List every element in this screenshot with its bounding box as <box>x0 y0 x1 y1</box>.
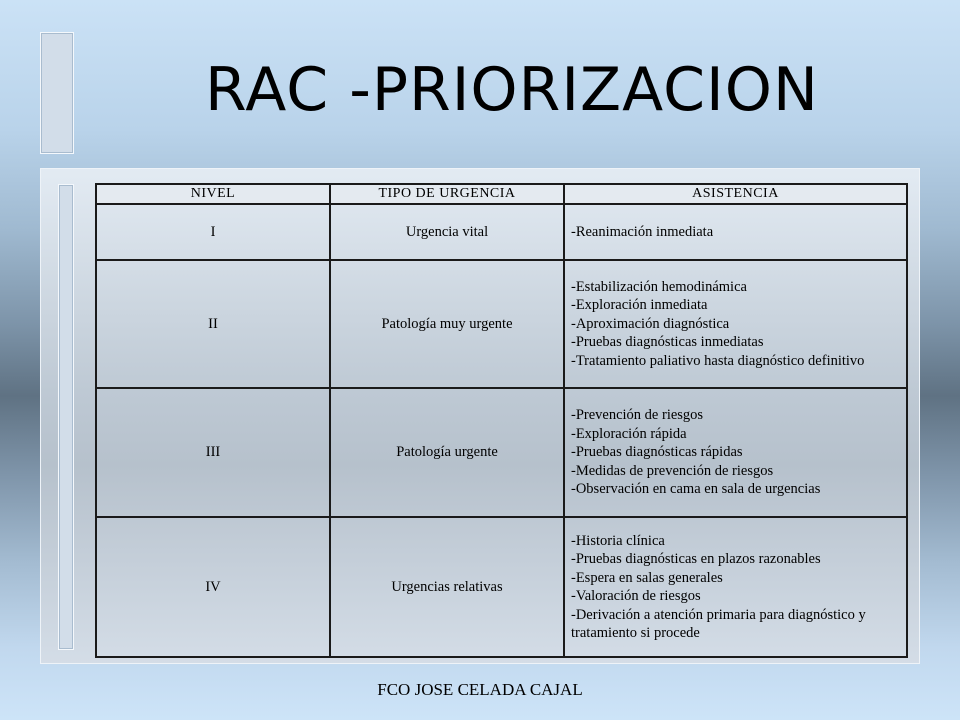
slide-footer: FCO JOSE CELADA CAJAL <box>377 680 583 699</box>
header-tipo: TIPO DE URGENCIA <box>330 184 564 204</box>
tipo-cell: Urgencia vital <box>330 204 564 260</box>
table-header-row <box>96 184 907 204</box>
asistencia-item: -Exploración inmediata <box>571 297 708 314</box>
asistencia-cell <box>564 388 907 517</box>
table-row <box>96 517 907 657</box>
triage-table <box>95 183 908 658</box>
table-row <box>96 388 907 517</box>
table-row <box>96 260 907 388</box>
asistencia-item: -Exploración rápida <box>571 425 687 442</box>
asistencia-item: -Tratamiento paliativo hasta diagnóstico definitivo <box>571 352 865 369</box>
nivel-cell: I <box>96 204 330 260</box>
nivel-cell: IV <box>96 517 330 657</box>
asistencia-item: -Pruebas diagnósticas en plazos razonables <box>571 551 821 567</box>
tipo-cell: Urgencias relativas <box>330 517 564 657</box>
asistencia-item: -Observación en cama en sala de urgencias <box>571 481 821 498</box>
title-accent-bar <box>40 32 74 154</box>
asistencia-item: -Reanimación inmediata <box>571 223 714 240</box>
table-row <box>96 204 907 260</box>
nivel-cell: III <box>96 388 330 517</box>
asistencia-cell <box>564 517 907 657</box>
nivel-cell: II <box>96 260 330 388</box>
header-asistencia: ASISTENCIA <box>564 184 907 204</box>
slide-title: RAC -PRIORIZACION <box>205 55 819 125</box>
asistencia-item: -Valoración de riesgos <box>571 588 701 604</box>
asistencia-item: -Medidas de prevención de riesgos <box>571 462 774 479</box>
asistencia-item: -Estabilización hemodinámica <box>571 278 747 295</box>
asistencia-item: -Aproximación diagnóstica <box>571 315 730 332</box>
header-nivel: NIVEL <box>96 184 330 204</box>
asistencia-item: tratamiento si procede <box>571 625 700 641</box>
asistencia-item: -Espera en salas generales <box>571 569 723 586</box>
panel-accent-bar <box>58 184 74 650</box>
asistencia-item: -Prevención de riesgos <box>571 407 704 424</box>
asistencia-cell <box>564 260 907 388</box>
asistencia-item: -Pruebas diagnósticas inmediatas <box>571 334 764 351</box>
asistencia-item: -Derivación a atención primaria para diagnóstico y <box>571 606 866 623</box>
tipo-cell: Patología urgente <box>330 388 564 517</box>
asistencia-cell <box>564 204 907 260</box>
asistencia-item: -Historia clínica <box>571 532 665 549</box>
tipo-cell: Patología muy urgente <box>330 260 564 388</box>
asistencia-item: -Pruebas diagnósticas rápidas <box>571 444 743 461</box>
